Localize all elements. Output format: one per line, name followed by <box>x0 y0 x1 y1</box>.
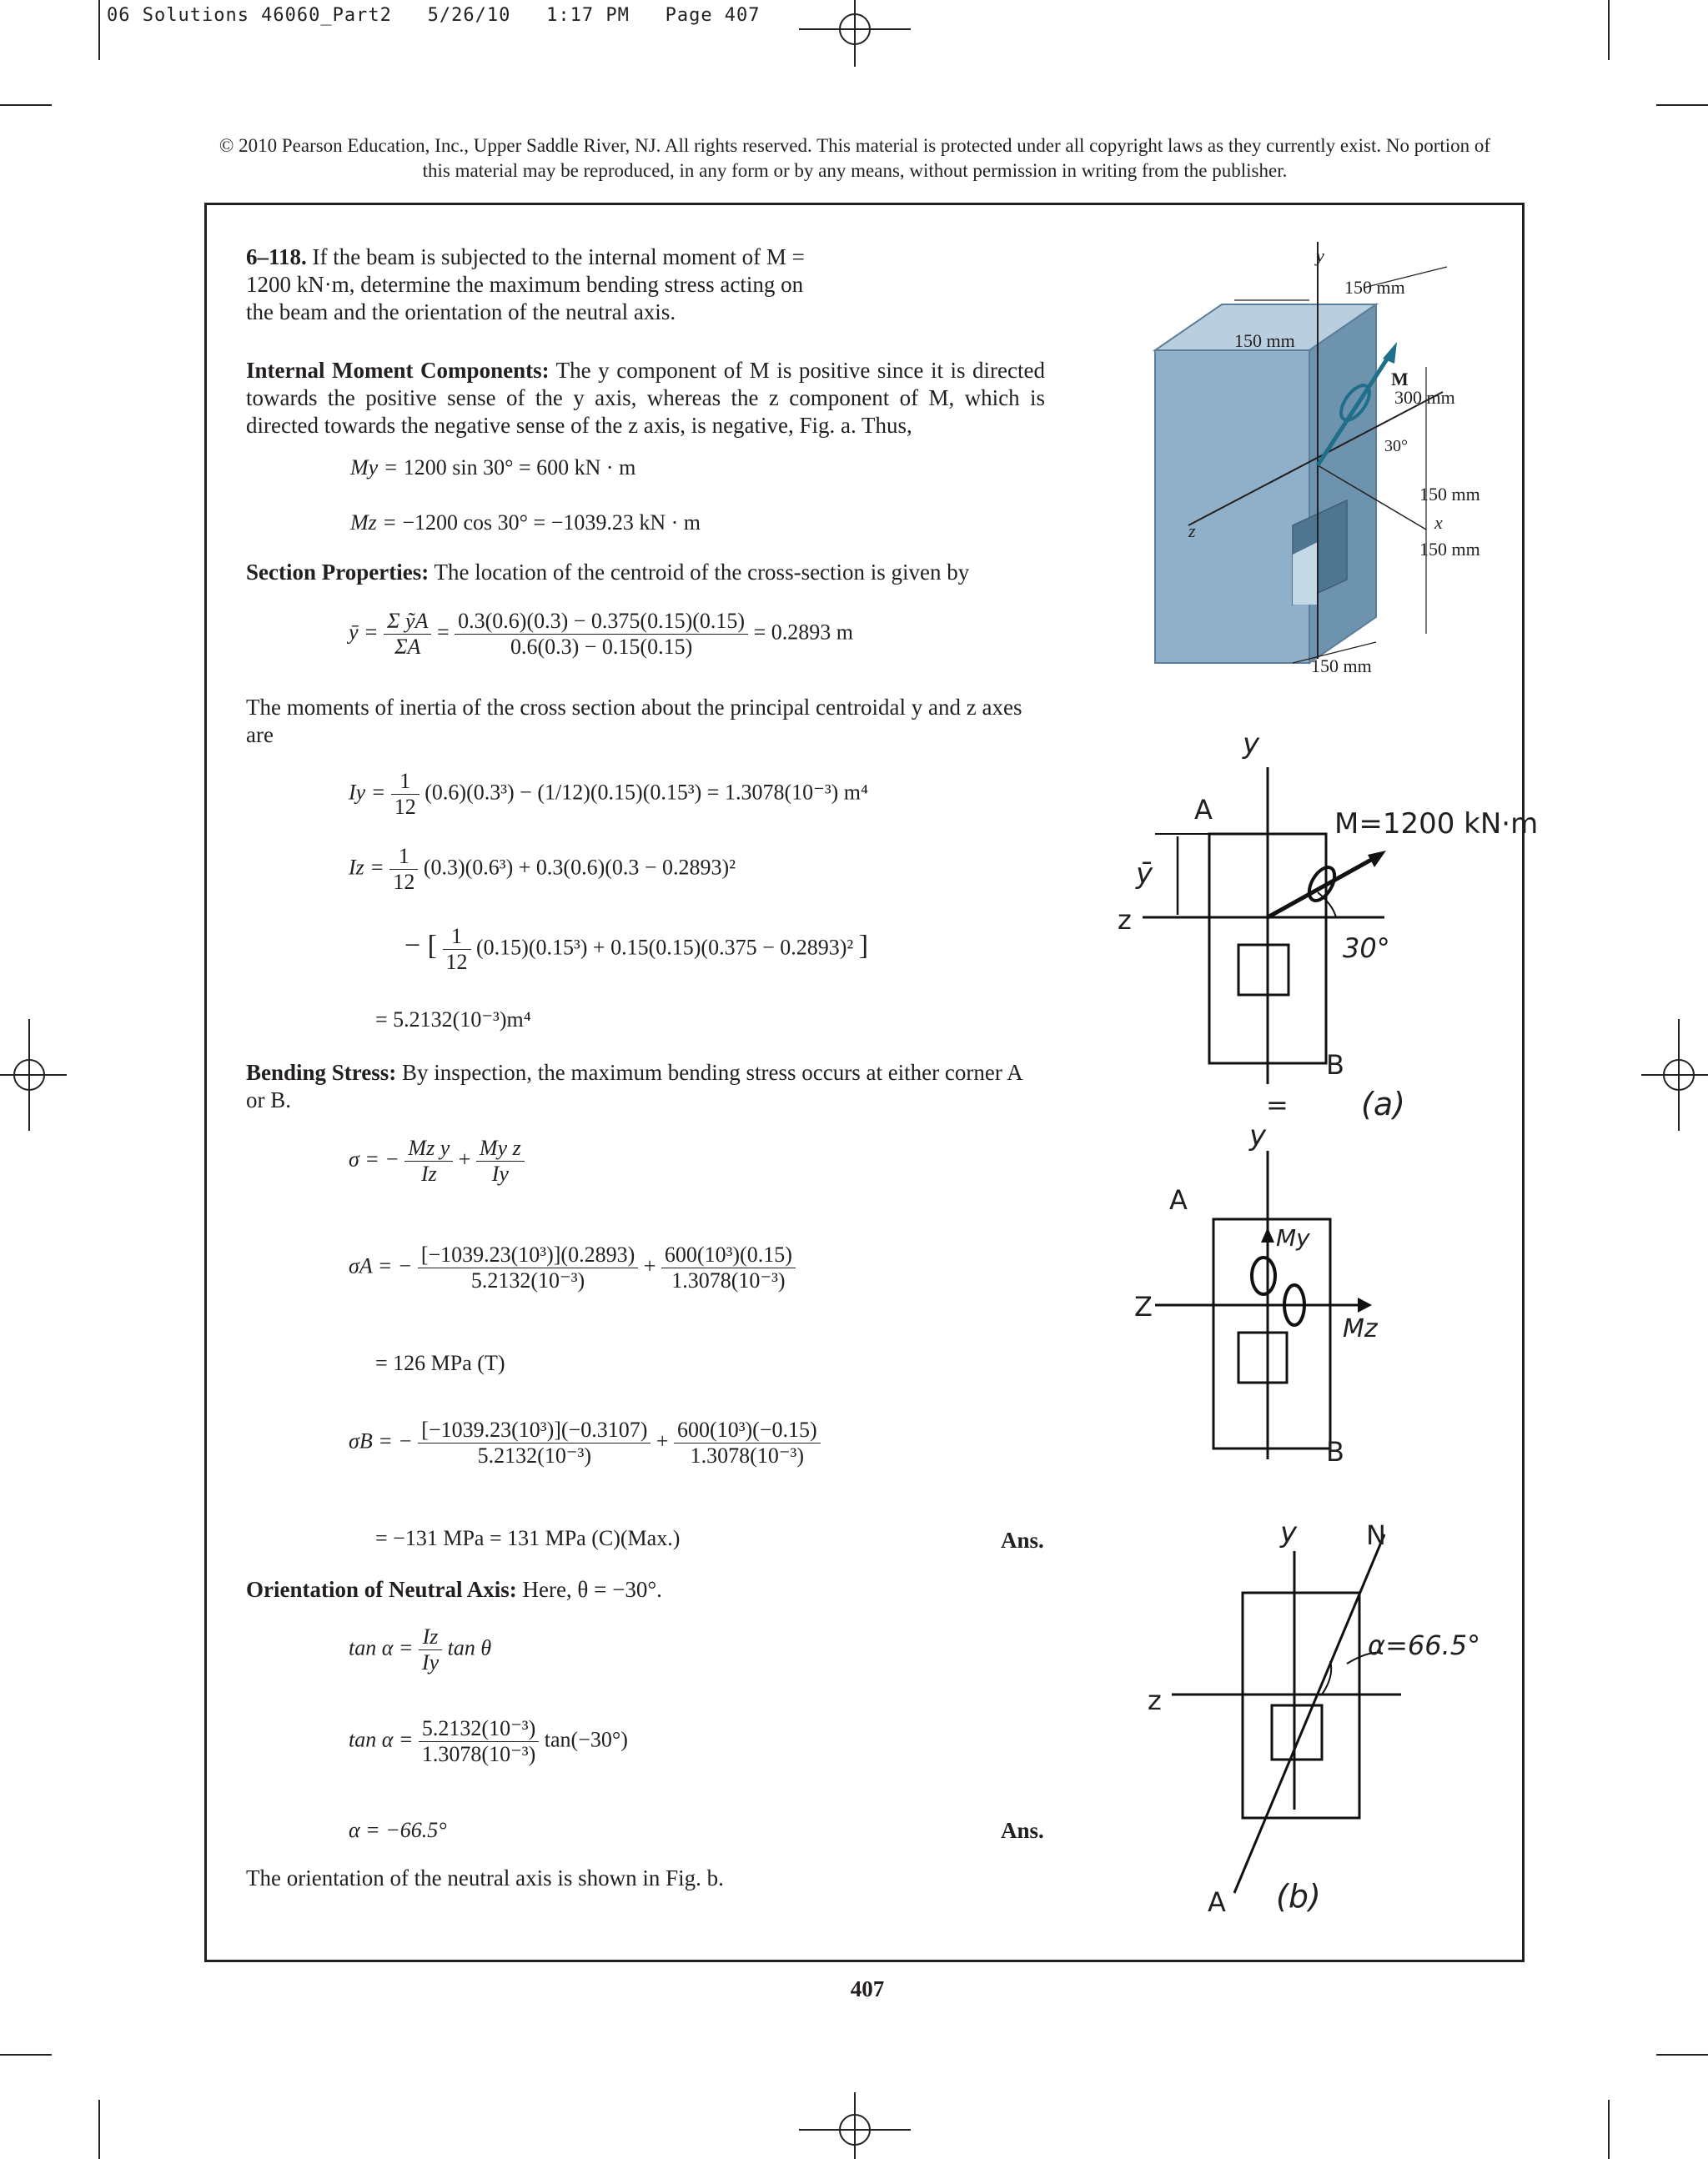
fig-b-N-label: N <box>1366 1519 1386 1551</box>
sigma-a-lhs: σA = − <box>349 1253 413 1278</box>
tan2-lhs: tan α = <box>349 1727 414 1752</box>
fig-a-moment-label: M=1200 kN·m <box>1334 807 1539 841</box>
slug-file: 06 Solutions 46060_Part2 <box>107 5 392 26</box>
problem-statement <box>246 244 830 326</box>
sigma-b-num2: 600(10³)(−0.15) <box>674 1418 821 1444</box>
fig-a-rotation-icon <box>1304 863 1340 905</box>
tan2-rhs: tan(−30°) <box>544 1727 628 1752</box>
iz-fraction-1 <box>389 844 418 895</box>
fig-a-ybar-label: ȳ <box>1136 857 1153 891</box>
ybar-num: Σ ỹA <box>384 609 431 635</box>
sigma-b-equation: σB = − $\frac{\text{[−1039.23(10³)](−0.3107)}}{\text{5.2132(10⁻³)}}$ + $\frac{\text{600(10³)(−0.15)}}{\text{1.3078(10⁻³)}}$ <box>349 1418 821 1469</box>
sigma-a-num1: [−1039.23(10³)](0.2893) <box>418 1243 638 1268</box>
ybar-num-numeric: 0.3(0.6)(0.3) − 0.375(0.15)(0.15) <box>455 609 748 635</box>
fig-b-neutral-axis <box>1234 1534 1384 1893</box>
beam-y-label: y <box>1316 245 1324 266</box>
problem-text: If the beam is subjected to the internal moment of M = 1200 kN·m, determine the maximum bending stress acting on the beam and the orientation of the neutral axis. <box>246 244 805 324</box>
crop-mark <box>1656 104 1708 106</box>
beam-figure <box>1151 242 1484 692</box>
tan-alpha-numeric <box>349 1716 628 1767</box>
iz-frac1-num: 1 <box>389 844 418 870</box>
my-lhs: My = <box>350 455 399 479</box>
section-inner-rect <box>1238 945 1289 995</box>
sigma-den2: Iy <box>491 1162 509 1186</box>
section-properties-heading: Section Properties: <box>246 560 430 585</box>
alpha-result: α = −66.5° <box>349 1818 447 1842</box>
iz-frac1-den: 12 <box>393 870 415 894</box>
slug-date: 5/26/10 <box>427 5 511 26</box>
iy-lhs: Iy = <box>349 780 386 805</box>
internal-moment-heading: Internal Moment Components: <box>246 358 550 383</box>
sigma-b-result: = −131 MPa = 131 MPa (C)(Max.) <box>375 1526 681 1550</box>
iz-equation-line2: − [ $\frac{1}{12}$ (0.15)(0.15³) + 0.15(0.15)(0.375 − 0.2893)² ] <box>404 924 869 974</box>
closing-sentence: The orientation of the neutral axis is shown in Fig. b. <box>246 1865 724 1890</box>
fig-b-y-label: y <box>1280 1516 1298 1549</box>
sigma-a-num2: 600(10³)(0.15) <box>661 1243 796 1268</box>
crop-mark <box>0 104 52 106</box>
sigma-num2: My z <box>476 1136 525 1162</box>
fig-a-moment-arrowhead <box>1368 851 1386 867</box>
iz-result: = 5.2132(10⁻³)m⁴ <box>375 1007 531 1032</box>
iy-frac-num: 1 <box>391 769 419 795</box>
mid-inner-rect <box>1238 1333 1287 1383</box>
sigma-general-equation: σ = − $\frac{\text{Mz y}}{Iz}$ + $\frac{\text{My z}}{Iy}$ <box>349 1136 525 1187</box>
tan1-frac <box>419 1624 442 1675</box>
tan1-den: Iy <box>421 1650 440 1674</box>
sigma-num1: Mz y <box>404 1136 453 1162</box>
iz-fraction-2 <box>443 924 471 975</box>
sigma-b-frac1 <box>418 1418 651 1469</box>
slug-time: 1:17 PM <box>546 5 630 26</box>
sigma-den1: Iz <box>420 1162 437 1186</box>
mid-equals-label: = <box>1266 1089 1289 1121</box>
slug-page: Page 407 <box>665 5 761 26</box>
iy-fraction <box>391 769 419 820</box>
fig-a-angle-label: 30° <box>1343 932 1390 964</box>
iy-frac-den: 12 <box>394 795 416 819</box>
internal-moment-paragraph <box>246 357 1045 439</box>
sigma-b-den2: 1.3078(10⁻³) <box>690 1444 805 1468</box>
fig-b-caption: (b) <box>1276 1878 1321 1915</box>
crop-mark <box>98 2100 100 2159</box>
sigma-a-den2: 1.3078(10⁻³) <box>671 1268 786 1293</box>
crop-mark <box>1656 2054 1708 2056</box>
iz-line1: (0.3)(0.6³) + 0.3(0.6)(0.3 − 0.2893)² <box>423 855 736 880</box>
centroid-equation: ȳ = $\frac{\text{Σ ỹA}}{\Sigma A}$ = $\frac{0.3(0.6)(0.3) - 0.375(0.15)(0.15)}{0.6(0.3) - 0.15(0.15)}$ = 0.2893 m <box>349 609 853 659</box>
beam-z-label: z <box>1188 520 1196 541</box>
problem-number: 6–118. <box>246 244 307 269</box>
bending-stress-heading: Bending Stress: <box>246 1060 397 1085</box>
tan-alpha-general <box>349 1624 491 1675</box>
neutral-axis-text: Here, θ = −30°. <box>522 1577 662 1602</box>
answer-label-stress: Ans. <box>1001 1528 1044 1553</box>
beam-dim-top-right: 150 mm <box>1344 277 1405 298</box>
mid-z-label: Z <box>1134 1291 1153 1323</box>
figure-b-diagram <box>1118 1518 1468 1910</box>
neutral-axis-heading: Orientation of Neutral Axis: <box>246 1577 517 1602</box>
crop-mark <box>1608 0 1610 60</box>
iy-rhs: (0.6)(0.3³) − (1/12)(0.15)(0.15³) = 1.3078(10⁻³) m⁴ <box>424 780 869 805</box>
mz-equation <box>350 510 701 535</box>
mid-y-label: y <box>1249 1119 1267 1152</box>
mid-B-label: B <box>1326 1436 1344 1468</box>
internal-moment-text: The y component of M is positive since it is directed towards the positive sense of the y axis, whereas the z component of M, which is directed towards the negative sense of the z axis, is negative, Fig. a. Thus, <box>246 358 1045 438</box>
tan1-num: Iz <box>419 1624 442 1650</box>
fig-a-y-label: y <box>1243 727 1260 761</box>
sigma-a-result: = 126 MPa (T) <box>375 1351 505 1375</box>
registration-mark-right <box>1641 1019 1708 1131</box>
my-rotation-icon <box>1252 1258 1275 1294</box>
sigma-b-frac2 <box>674 1418 821 1469</box>
ybar-den-numeric: 0.6(0.3) − 0.15(0.15) <box>510 635 693 659</box>
ybar-fraction-symbolic <box>384 609 431 660</box>
iz-frac2-den: 12 <box>445 950 468 974</box>
sigma-b-lhs: σB = − <box>349 1428 413 1454</box>
fig-b-A-label: A <box>1208 1886 1226 1918</box>
bending-stress-text: By inspection, the maximum bending stress occurs at either corner A or B. <box>246 1060 1022 1112</box>
crop-mark <box>1608 2100 1610 2159</box>
tan2-den: 1.3078(10⁻³) <box>421 1742 536 1766</box>
sigma-b-num1: [−1039.23(10³)](−0.3107) <box>418 1418 651 1444</box>
registration-mark-top <box>799 0 911 67</box>
fig-a-moment-vector <box>1268 855 1380 917</box>
iz-lhs: Iz = <box>349 855 384 880</box>
section-properties-text: The location of the centroid of the cross-section is given by <box>434 560 970 585</box>
fig-a-A-label: A <box>1194 794 1213 826</box>
beam-front-face <box>1155 350 1309 663</box>
my-equation <box>350 455 635 480</box>
ybar-fraction-numeric <box>455 609 748 660</box>
sigma-b-den1: 5.2132(10⁻³) <box>477 1444 591 1468</box>
tan1-lhs: tan α = <box>349 1635 414 1660</box>
my-rhs: 1200 sin 30° = 600 kN · m <box>403 455 636 479</box>
page-number: 407 <box>850 1976 885 2001</box>
beam-dim-bottom: 150 mm <box>1311 655 1372 676</box>
fig-b-alpha-label: α=66.5° <box>1368 1629 1481 1661</box>
registration-mark-bottom <box>799 2092 911 2159</box>
beam-m-label: M <box>1391 369 1409 389</box>
fig-a-caption: (a) <box>1361 1086 1405 1122</box>
iz-frac2-num: 1 <box>443 924 471 950</box>
mid-mz-label: Mz <box>1343 1314 1378 1343</box>
crop-mark <box>98 0 100 60</box>
beam-dim-right2: 150 mm <box>1419 539 1480 560</box>
fig-a-z-label: z <box>1118 904 1132 936</box>
beam-side-face <box>1309 304 1376 663</box>
sigma-lhs: σ = − <box>349 1147 399 1172</box>
beam-dim-right1: 150 mm <box>1419 484 1480 505</box>
sigma-a-frac1 <box>418 1243 638 1293</box>
beam-dim-300: 300 mm <box>1394 387 1455 408</box>
bending-stress-paragraph <box>246 1059 1045 1114</box>
mz-lhs: Mz = <box>350 510 397 535</box>
beam-angle-label: 30° <box>1384 437 1408 455</box>
tan2-num: 5.2132(10⁻³) <box>419 1716 539 1742</box>
slug-line <box>107 5 761 26</box>
section-properties-paragraph <box>246 559 1045 586</box>
crop-mark <box>0 2054 52 2056</box>
iz-line2: (0.15)(0.15³) + 0.15(0.15)(0.375 − 0.2893)² <box>476 935 854 960</box>
answer-label-alpha: Ans. <box>1001 1818 1044 1843</box>
fig-b-z-label: z <box>1148 1685 1162 1716</box>
neutral-axis-paragraph <box>246 1576 1045 1604</box>
iz-equation-line1 <box>349 844 736 895</box>
sigma-a-den1: 5.2132(10⁻³) <box>470 1268 585 1293</box>
inertia-paragraph: The moments of inertia of the cross section about the principal centroidal y and z axes are <box>246 695 1022 747</box>
mid-A-label: A <box>1169 1184 1188 1216</box>
iy-equation <box>349 769 868 820</box>
tan1-rhs: tan θ <box>447 1635 492 1660</box>
ybar-den: ΣA <box>394 635 421 659</box>
ybar-result: = 0.2893 m <box>753 620 853 645</box>
beam-x-label: x <box>1434 512 1443 533</box>
figure-a-diagram <box>1118 734 1468 1101</box>
sigma-a-frac2 <box>661 1243 796 1293</box>
sigma-frac2 <box>476 1136 525 1187</box>
mz-rhs: −1200 cos 30° = −1039.23 kN · m <box>402 510 701 535</box>
beam-dim-top-left: 150 mm <box>1234 330 1295 351</box>
copyright-notice: © 2010 Pearson Education, Inc., Upper Saddle River, NJ. All rights reserved. This material is protected under all copyright laws as they currently exist. No portion of this material may be reproduced, in any form or by any means, without permission in writing from the publisher. <box>219 135 1491 181</box>
sigma-a-equation: σA = − $\frac{\text{[−1039.23(10³)](0.2893)}}{\text{5.2132(10⁻³)}}$ + $\frac{\text{600(10³)(0.15)}}{\text{1.3078(10⁻³)}}$ <box>349 1243 796 1293</box>
tan2-frac <box>419 1716 539 1767</box>
fig-a-B-label: B <box>1326 1049 1344 1081</box>
registration-mark-left <box>0 1019 67 1131</box>
mid-my-label: My <box>1276 1224 1310 1252</box>
ybar-lhs: ȳ = <box>349 620 379 645</box>
fig-b-inner-rect <box>1272 1705 1322 1760</box>
sigma-frac1 <box>404 1136 453 1187</box>
